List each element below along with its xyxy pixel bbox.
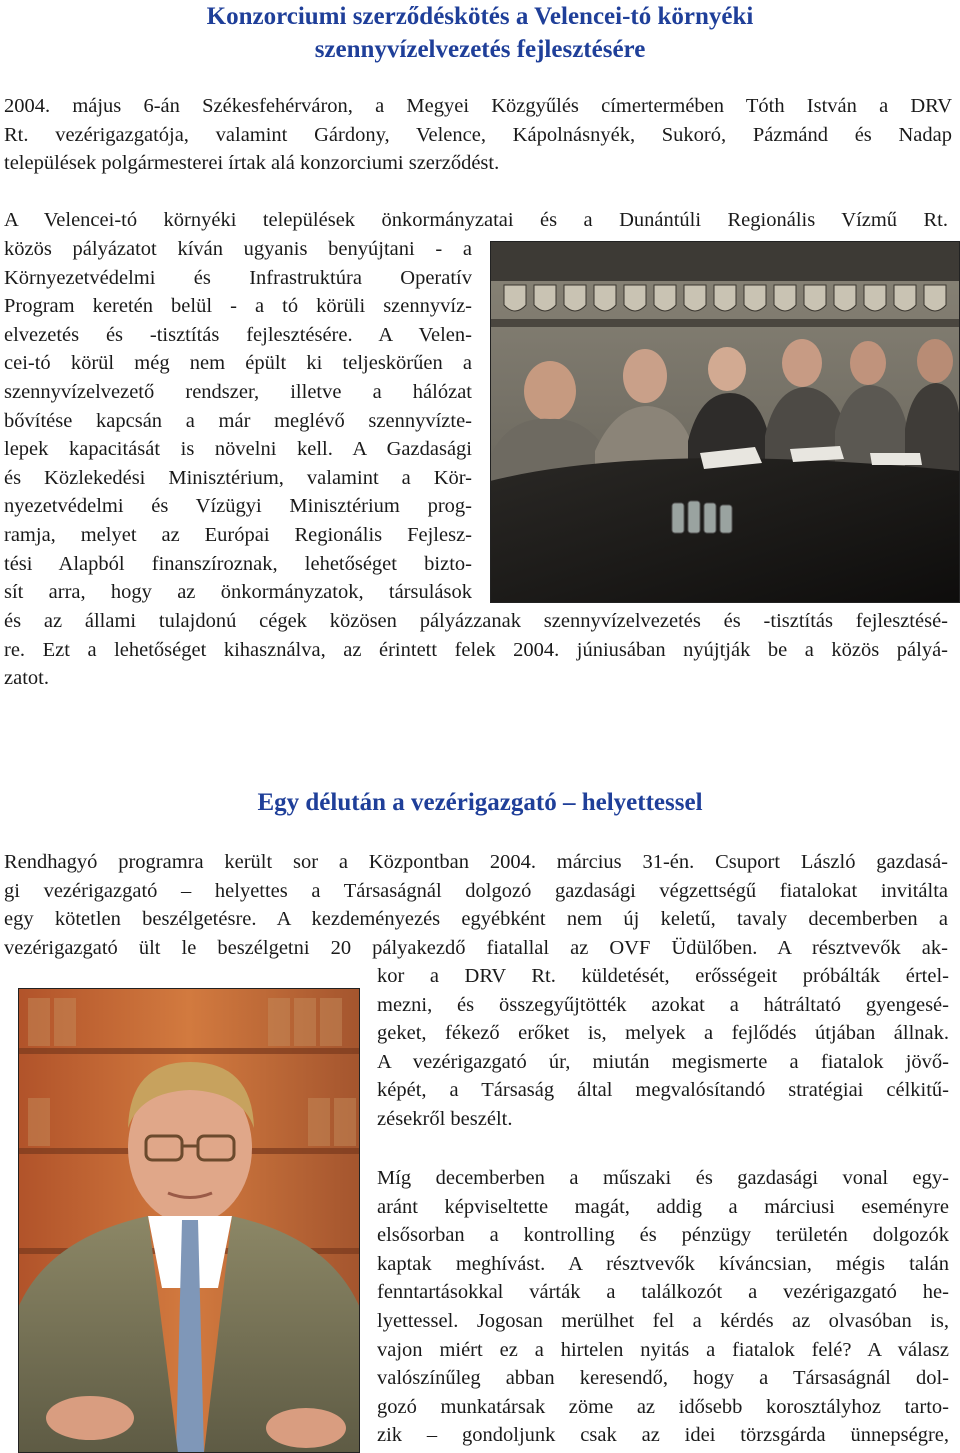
text-line: kaptak meghívást. A résztvevők kíváncsian, mégis talán [377,1252,949,1275]
text-line: Környezetvédelmi és Infrastruktúra Operatív [4,266,472,289]
text-line: és Közlekedési Minisztérium, valamint a Kör- [4,466,472,489]
article2-paragraph-2 [377,1164,949,1450]
text-line: Rendhagyó programra került sor a Központban 2004. március 31-én. Csuport László gazdasá- [4,851,948,873]
text-line: cei-tó körül még nem épült ki teljeskörűen a [4,352,472,375]
text-line: Program keretén belül - a tó körüli szennyvíz- [4,295,472,318]
article2-paragraph-1-column [377,962,949,1134]
article1-paragraph-1 [4,92,952,178]
text-line: re. Ezt a lehetőséget kihasználva, az érintett felek 2004. júniusában nyújtják be a közös pályá- [4,638,948,661]
text-line: valószínűleg abban keresendő, hogy a Társaságnál dol- [377,1367,949,1390]
text-line: gi vezérigazgató – helyettes a Társaságnál dolgozó gazdasági végzettségű fiatalokat invitálta [4,879,948,902]
text-line: sít arra, hogy az önkormányzatok, társulások [4,581,472,604]
text-line: 2004. május 6-án Székesfehérváron, a Megyei Közgyűlés címertermében Tóth István a DRV [4,95,952,117]
text-line: vajon miért ez a hirtelen nyitás a fiatalok felé? A válasz [377,1338,949,1361]
signing-ceremony-photo [490,241,960,603]
text-line: elsősorban a kontrolling és pénzügy területén dolgozók [377,1224,949,1247]
text-line: lepek kapacitását is növelni kell. A Gazdasági [4,438,472,461]
article1-title-line2: szennyvízelvezetés fejlesztésére [314,36,646,63]
text-line: kor a DRV Rt. küldetését, erősségeit próbálták értel- [377,965,949,987]
text-line: közös pályázatot kíván ugyanis benyújtani - a [4,238,472,260]
text-line: vezérigazgató ült le beszélgetni 20 pályakezdő fiatallal az OVF Üdülőben. A résztvevők ak- [4,936,948,959]
text-line: nyezetvédelmi és Vízügyi Minisztérium prog- [4,495,472,518]
text-line: geket, fékező erőket is, melyek a fejlődés útjában állnak. [377,1022,949,1045]
text-line: elvezetés és -tisztítás fejlesztésére. A Velen- [4,323,472,346]
text-line: zik – gondoljunk csak az idei törzsgárda ünnepségre, [377,1424,949,1447]
text-line: mezni, és összegyűjtötték azokat a hátráltató gyengesé- [377,993,949,1016]
article1-paragraph-2-intro [4,206,948,235]
text-line: ramja, melyet az Európai Regionális Fejlesz- [4,523,472,546]
text-line: Míg decemberben a műszaki és gazdasági vonal egy- [377,1167,949,1189]
text-line: fenntartásokkal várták a találkozót a vezérigazgató he- [377,1281,949,1304]
text-line: szennyvízelvezető rendszer, illetve a hálózat [4,380,472,403]
text-line: aránt képviseltette magát, addig a márciusi eseményre [377,1195,949,1218]
article1-title [0,0,960,66]
text-line: Rt. vezérigazgatója, valamint Gárdony, Velence, Kápolnásnyék, Sukoró, Pázmánd és Nadap [4,123,952,146]
text-line: tési Alapból finanszíroznak, lehetőséget bizto- [4,552,472,575]
text-line: lyettessel. Jogosan merülhet fel a kérdés az olvasóban is, [377,1309,949,1332]
text-line: zatot. [4,667,49,690]
text-line: egy kötetlen beszélgetésre. A kezdeményezés egyébként nem új keletű, tavaly decemberben a [4,908,948,931]
article1-title-line1: Konzorciumi szerződéskötés a Velencei-tó környéki [206,3,754,30]
text-line: és az állami tulajdonú cégek közösen pályázzanak szennyvízelvezetés és -tisztítás fejlesztésé- [4,610,948,632]
text-line: A Velencei-tó környéki települések önkormányzatai és a Dunántúli Regionális Vízmű Rt. [4,209,948,231]
article2-paragraph-1 [4,848,948,962]
article1-paragraph-2-tail [4,607,948,693]
deputy-director-portrait-photo [18,988,360,1453]
text-line: A vezérigazgató úr, miután megismerte a fiatalok jövő- [377,1050,949,1073]
text-line: gozó munkatársak zöme az idősebb korosztályhoz tarto- [377,1395,949,1418]
text-line: zésekről beszélt. [377,1107,513,1130]
text-line: települések polgármesterei írtak alá konzorciumi szerződést. [4,152,500,175]
text-line: képét, a Társaság által megvalósítandó stratégiai célkitű- [377,1079,949,1102]
text-line: bővítése kapcsán a már meglévő szennyvízte- [4,409,472,432]
article2-title: Egy délután a vezérigazgató – helyettessel [257,789,703,816]
article1-paragraph-2-column [4,235,472,607]
